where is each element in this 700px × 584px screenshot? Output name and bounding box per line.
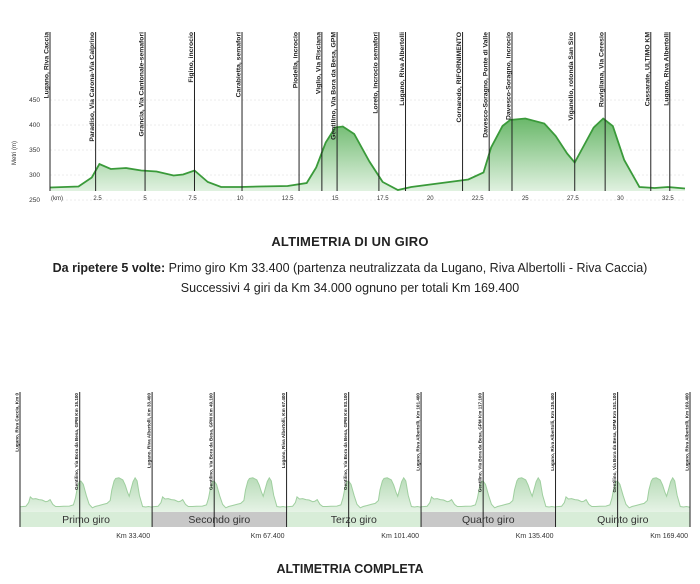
waypoint-label: Figino, incrocio [187,32,195,83]
x-axis-label: (km) [51,196,63,202]
waypoint-label: Davesco-Soragno, Ponte di Valle [482,32,490,138]
y-tick-label: 300 [29,172,40,179]
waypoint-label: Loreto, incrocio semafori [372,32,380,114]
full-waypoint-label: Gentilino, Via Bora da Besa, GPM Km 15.100 [74,393,80,490]
lap-end-km-label: Km 169.400 [650,533,688,540]
waypoint-label: Viglio, Via Risciana [315,32,323,95]
waypoint-label: Davesco-Soragno, incrocio [505,32,513,121]
x-tick-label: 10 [236,196,244,202]
lap-band-label: Quinto giro [597,514,649,526]
full-waypoint-label: Lugano, Riva Albertolli, Km 169.400 [684,393,690,471]
x-tick-label: 15 [331,196,339,202]
lap-band-label: Primo giro [62,514,110,526]
waypoint-label: Grancia, Via Cantonale-semafori [138,32,146,137]
full-elevation-area [20,478,690,512]
x-tick-label: 7.5 [188,196,197,202]
lap-band-label: Quarto giro [462,514,515,526]
x-tick-label: 20 [426,196,434,202]
x-tick-label: 30 [617,196,624,202]
x-tick-label: 17.5 [376,196,389,202]
full-waypoint-label: Gentilino, Via Bora da Besa, GPM Km 117.100 [477,393,483,493]
full-waypoint-label: Lugano, Riva Caccia, Km 0 [14,393,20,452]
y-axis-label: Metri (m) [12,141,18,165]
lap-description [0,258,700,298]
full-waypoint-label: Lugano, Riva Albertolli, Km 67.400 [281,393,287,469]
full-waypoint-label: Lugano, Riva Albertolli, Km 135.400 [550,393,556,471]
x-tick-label: 25 [521,196,529,202]
x-tick-label: 27.5 [566,196,579,202]
full-waypoint-label: Gentilino, Via Bora da Besa, GPM Km 49.100 [208,393,214,490]
waypoint-label: Cassarate, ULTIMO KM [644,32,652,107]
y-tick-label: 350 [29,147,40,154]
full-profile-title: ALTIMETRIA COMPLETA [276,562,424,576]
lap-end-km-label: Km 33.400 [116,533,151,540]
x-tick-label: 5 [143,196,147,202]
lap-band-label: Terzo giro [330,514,377,526]
waypoint-label: Piodella, incrocio [292,32,300,89]
waypoint-label: Cornaredo, RIFORNIMENTO [456,32,464,123]
y-tick-label: 450 [29,97,40,104]
lap-band-label: Secondo giro [188,514,251,526]
lap-end-km-label: Km 67.400 [250,533,285,540]
waypoint-label: Carabietta, semafori [235,32,243,98]
x-axis-ticks [93,196,674,202]
waypoint-label: Lugano, Riva Caccia [43,32,51,99]
y-tick-label: 250 [29,197,40,204]
x-tick-label: 12.5 [281,196,294,202]
subsequent-laps-text: Successivi 4 giri da Km 34.000 ognuno per totali Km 169.400 [180,281,520,295]
y-axis-ticks [29,97,40,204]
x-tick-label: 32.5 [662,196,674,202]
lap-end-km-label: Km 101.400 [381,533,420,540]
full-race-elevation-chart [0,390,700,550]
full-waypoint-label: Gentilino, Via Bora da Besa, GPM Km 151.100 [612,393,618,493]
y-tick-label: 400 [29,122,40,129]
waypoint-label: Paradiso, Via Carona-Via Calprino [89,32,97,142]
first-lap-text: Primo giro Km 33.400 (partenza neutralizzata da Lugano, Riva Albertolli - Riva Caccia) [165,261,648,275]
waypoint-label: Viganello, rotonda San Siro [568,32,576,121]
waypoint-label: Lugano, Riva Albertolli [663,32,671,106]
lap-end-km-labels [116,533,688,540]
full-waypoint-label: Lugano, Riva Albertolli, Km 33.400 [146,393,152,469]
waypoint-label: Lugano, Riva Albertolli [399,32,407,106]
lap-elevation-chart [0,0,700,225]
waypoint-label: Gentilino, Via Bora da Besa, GPM [330,32,338,140]
waypoint-label: Ruvigliana, Via Ceresio [598,32,606,108]
x-tick-label: 22.5 [471,196,484,202]
x-tick-label: 2.5 [93,196,102,202]
lap-end-km-label: Km 135.400 [515,533,554,540]
lap-profile-title: ALTIMETRIA DI UN GIRO [271,234,429,249]
full-waypoint-label: Gentilino, Via Bora da Besa, GPM Km 83.100 [343,393,349,490]
repeat-label: Da ripetere 5 volte: [52,261,166,275]
full-waypoint-label: Lugano, Riva Albertolli, Km 101.400 [415,393,421,471]
